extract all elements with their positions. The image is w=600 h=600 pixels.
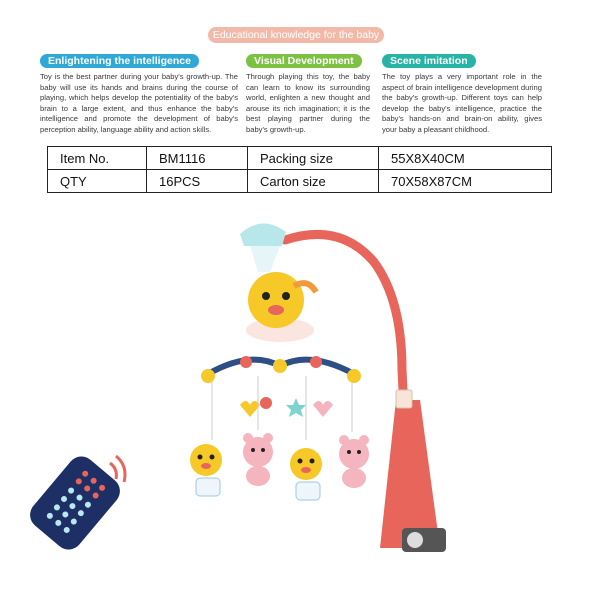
column-text: Toy is the best partner during your baby's growth-up. The baby will use its hands and brains during the course of playing, which helps develop the potentiality of the baby's brain to a large extent, and thus enhance the baby's intelligence and promote the development of baby's perception ability, language ability and action skills. xyxy=(40,72,238,134)
column-enlightening xyxy=(40,51,238,135)
projector-icon xyxy=(240,223,286,272)
section-header: Educational knowledge for the baby xyxy=(208,27,384,43)
product-illustration xyxy=(0,200,600,600)
duck-music-box-icon xyxy=(246,272,316,342)
column-text: Through playing this toy, the baby can learn to know its surrounding world, enlighten a new thought and arouse its rich imagination; it is the best playing partner during the baby's growth-up. xyxy=(246,72,370,134)
table-cell: Item No. xyxy=(48,147,147,170)
table-row xyxy=(48,170,552,193)
column-title: Scene imitation xyxy=(382,54,476,68)
column-visual xyxy=(246,51,370,135)
spec-table xyxy=(47,146,552,193)
table-cell: Carton size xyxy=(248,170,379,193)
column-title: Enlightening the intelligence xyxy=(40,54,199,68)
column-title: Visual Development xyxy=(246,54,362,68)
column-text: The toy plays a very important role in the aspect of brain intelligence development during the baby's growth-up. Different toys can help develop the baby's intelligence, practice the baby's hands-on and brain-on ability, gives your baby a pleasant childhood. xyxy=(382,72,542,134)
table-cell: BM1116 xyxy=(147,147,248,170)
heart-icon xyxy=(313,401,333,417)
hanging-bar xyxy=(201,356,361,383)
hanging-bear-icon xyxy=(243,433,273,486)
column-scene xyxy=(382,51,542,135)
table-cell: Packing size xyxy=(248,147,379,170)
star-icon xyxy=(286,398,306,417)
table-cell: 16PCS xyxy=(147,170,248,193)
table-cell: 55X8X40CM xyxy=(379,147,552,170)
heart-icon xyxy=(240,401,260,417)
hanging-duck-icon xyxy=(290,448,322,500)
remote-control-icon xyxy=(24,451,125,555)
hanging-duck-icon xyxy=(190,444,222,496)
hanging-bear-icon xyxy=(339,435,369,488)
table-cell: 70X58X87CM xyxy=(379,170,552,193)
table-row xyxy=(48,147,552,170)
flower-icon xyxy=(260,397,272,409)
table-cell: QTY xyxy=(48,170,147,193)
